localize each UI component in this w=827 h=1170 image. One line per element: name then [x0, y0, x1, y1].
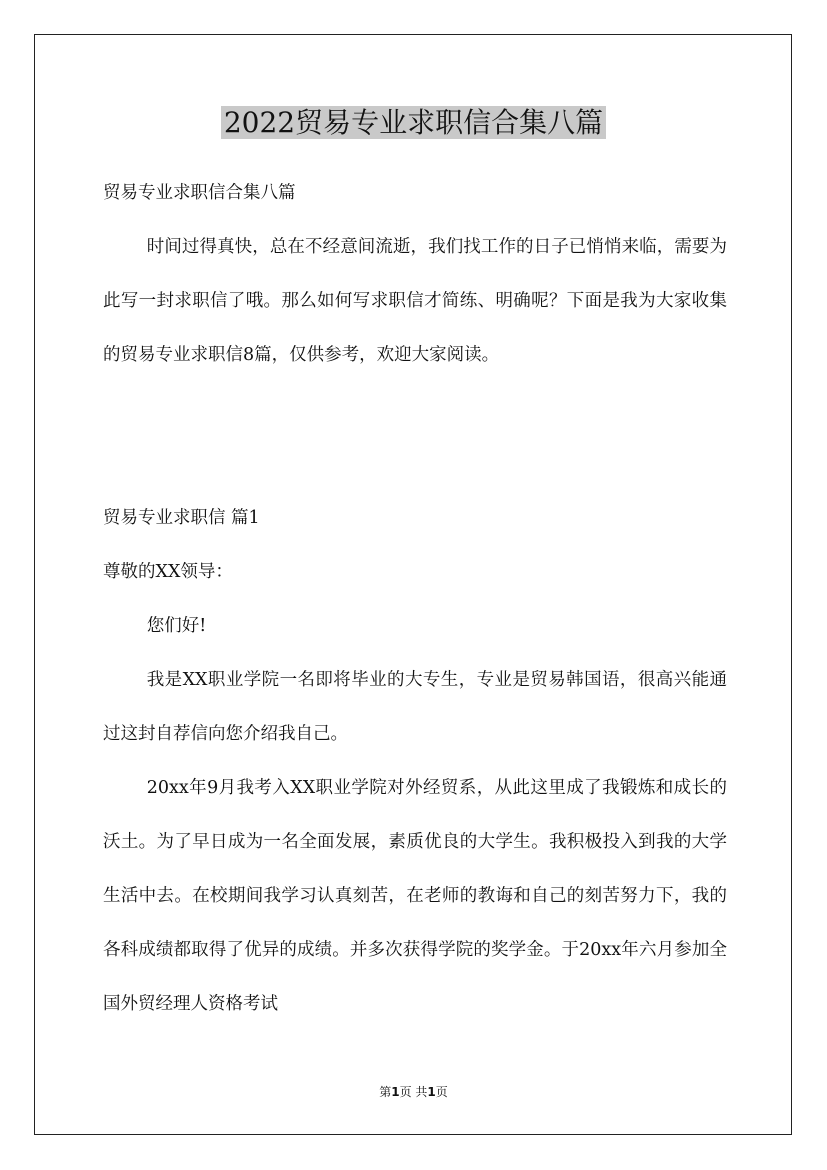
footer-mid: 页 共: [399, 1085, 428, 1099]
footer-prefix: 第: [379, 1085, 392, 1099]
salutation: 尊敬的XX领导：: [103, 562, 233, 582]
document-title-text: 2022贸易专业求职信合集八篇: [221, 106, 606, 139]
letter-paragraph-1: 我是XX职业学院一名即将毕业的大专生，专业是贸易韩国语，很高兴能通过这封自荐信向您介绍我自己。: [103, 670, 727, 744]
section-heading: 贸易专业求职信 篇1: [103, 508, 260, 528]
footer-total-pages: 1: [427, 1085, 436, 1099]
greeting: 您们好!: [146, 616, 207, 636]
letter-paragraph-2: 20xx年9月我考入XX职业学院对外经贸系，从此这里成了我锻炼和成长的沃土。为了早日成为一名全面发展，素质优良的大学生。我积极投入到我的大学生活中去。在校期间我学习认真刻苦，在老师的教诲和自己的刻苦努力下，我的各科成绩都取得了优异的成绩。并多次获得学院的奖学金。于20xx年六月参加全国外贸经理人资格考试: [103, 778, 727, 1014]
document-title: [0, 100, 827, 146]
footer-suffix: 页: [435, 1085, 448, 1099]
footer-page-number: 1: [391, 1085, 400, 1099]
page-footer: [0, 1083, 827, 1101]
document-subtitle: 贸易专业求职信合集八篇: [103, 183, 296, 203]
intro-paragraph: 时间过得真快，总在不经意间流逝，我们找工作的日子已悄悄来临，需要为此写一封求职信了哦。那么如何写求职信才简练、明确呢？下面是我为大家收集的贸易专业求职信8篇，仅供参考，欢迎大家阅读。: [103, 237, 727, 365]
